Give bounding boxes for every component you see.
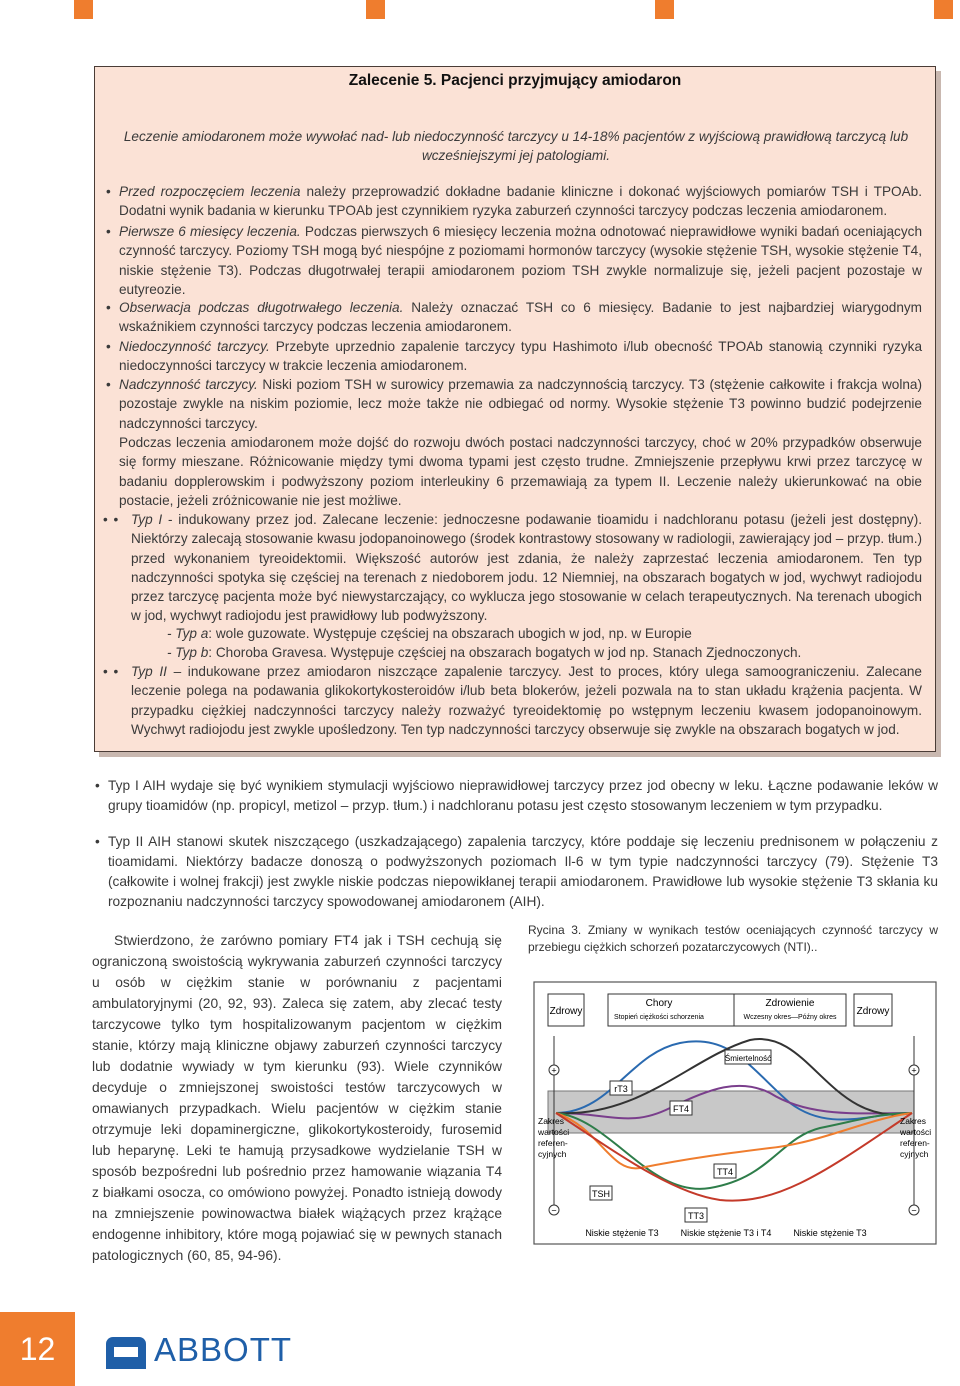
- label-recovery-sub: Wczesny okres—Późny okres: [743, 1014, 837, 1021]
- label-tt4: TT4: [716, 1167, 734, 1177]
- corner-square-top-left: [74, 0, 93, 19]
- header-box-ill: [608, 994, 750, 1026]
- body-paragraph: Stwierdzono, że zarówno pomiary FT4 jak i TSH cechują się ograniczoną swoistością wykrywania zaburzeń czynności tarczycy u osób w ciężkim stanie w porównaniu z pacjentami ambulatoryjnymi (20, 92, 93). Zaleca się zatem, aby zlecać testy tarczycowe tylko tym hospitalizowanym pacjentom w ciężkim stanie, którzy mają kliniczne objawy zaburzeń czynności tarczycy lub dodatnie wywiady w tym kierunku (93). Wiele czynników decyduje o zmniejszonej swoistości testów tarczycowych w omawianych przypadkach. Wielu pacjentów w ciężkim stanie otrzymuje leki dopaminergiczne, glikokortykosteroidy, furosemid lub heparynę. Leki te hamują przysadkowe wydzielanie TSH w sposób bezpośredni lub pośrednio przez hamowanie wiązania T4 z białkami osocza, co omówiono powyżej. Ponadto istnieją dowody na zmniejszenie powinowactwa białek wiążących przez krążące endogenne inhibitory, które mogą pojawiać się w pewnych stanach patologicznych (60, 85, 94-96).: [92, 933, 502, 1263]
- bullet-hyperthyroidism: • Nadczynność tarczycy. Niski poziom TSH w surowicy przemawia za nadczynnością tarczycy. T3 (stężenie całkowite i frakcja wolna) pozostaje zwykle na niskim poziomie, lecz może także nie odbiegać od normy. Wysokie stężenie T3 powinno budzić podejrzenie nadczynności tarczycy.: [119, 375, 922, 433]
- corner-square-top-mid-right: [655, 0, 674, 19]
- bullet-hypothyroidism: • Niedoczynność tarczycy. Przebyte uprzednio zapalenie tarczycy typu Hashimoto i/lub obecność TPOAb stanowią czynniki ryzyka niedoczynności tarczycy w trakcie leczenia amiodaronem.: [119, 337, 922, 376]
- logo-mark-base: [106, 1361, 146, 1369]
- label-recovery: Zdrowienie: [765, 998, 815, 1009]
- bullet-long-term: • Obserwacja podczas długotrwałego leczenia. Należy oznaczać TSH co 6 miesięcy. Badanie to jest najbardziej wiarygodnym wskaźnikiem czynności tarczycy podczas leczenia amiodaronem.: [119, 298, 922, 337]
- bullet-type-2: • • Typ II – indukowane przez amiodaron niszczące zapalenie tarczycy. Jest to proces, który ulega samoograniczeniu. Zalecane leczenie polega na podawania glikokortykosteroidów i/lub beta blokerów, jeżeli pozwala na to stan układu krążenia pacjenta. W przypadku ciężkiej nadczynności tarczycy należy rozważyć tyreoidektomię po wstępnym leczeniu kwasem jodopanoinowym. Wychwyt radiojodu jest zwykle upośledzony. Ten typ nadczynności tarczycy obserwuje się zwykle na obszarach bogatych w jod.: [131, 662, 922, 739]
- type-1b: - Typ b: Choroba Gravesa. Występuje częściej na obszarach bogatych w jod np. Stanach Zjednoczonych.: [167, 645, 802, 660]
- figure-ntI-chart: [530, 978, 940, 1248]
- label-ill-sub: Stopień ciężkości schorzenia: [614, 1014, 704, 1021]
- bullet-first-6-months: • Pierwsze 6 miesięcy leczenia. Podczas pierwszych 6 miesięcy leczenia można odnotować nieprawidłowe wyniki badań oceniających czynność tarczycy. Poziomy TSH mogą być niespójne z poziomami hormonów tarczycy (wysokie stężenie TSH, wysokie stężenie T4, niskie stężenie T3). Podczas długotrwałej terapii amiodaronem poziom TSH zwykle normalizuje się, jeżeli pacjent pozostaje w eutyreozie.: [119, 222, 922, 299]
- corner-square-top-right: [934, 0, 953, 19]
- label-low-t3-left: Niskie stężenie T3: [585, 1228, 659, 1238]
- corner-square-top-mid-left: [366, 0, 385, 19]
- minus-glyph-left: −: [551, 1205, 557, 1216]
- plus-glyph-right: +: [911, 1065, 917, 1076]
- label-healthy-left: Zdrowy: [549, 1006, 583, 1017]
- note-type-1-aih: • Typ I AIH wydaje się być wynikiem stymulacji wyjściowo nieprawidłowej tarczycy przez jod obecny w leku. Łączne podawanie leków w grupy tioamidów (np. propicyl, metizol – przyp. tłum.) i nadchloranu potasu jest często stosowanym leczeniem w tym przypadku.: [108, 776, 938, 816]
- bullet-type-1: • • Typ I - indukowany przez jod. Zalecane leczenie: jednoczesne podawanie tioamidu i nadchloranu potasu (jeżeli jest dostępny). Niektórzy zalecają stosowanie kwasu jodopanoinowego (środek kontrastowy stosowany w radiologii, zawierający jod – przyp. tłum.) przed wykonaniem tyreoidektomii. Większość autorów jest zdania, że należy zaprzestać leczenia amiodaronem. Ten typ nadczynności spotyka się częściej na terenach z niedoborem jodu. 12 Niemniej, na obszarach bogatych w jod, wychwyt radiojodu przez tarczycę pacjenta może być niewystarczający, co wyklucza jego stosowanie w celach terapeutycznych. Na terenach ubogich w jod, wychwyt radiojodu jest prawidłowy lub podwyższony.: [131, 510, 922, 626]
- figure-caption: Rycina 3. Zmiany w wynikach testów oceniających czynność tarczycy w przebiegu ciężkich schorzeń pozatarczycowych (NTI)..: [528, 923, 938, 954]
- page-number: 12: [0, 1312, 75, 1386]
- type-1a: - Typ a: wole guzowate. Występuje częściej na obszarach ubogich w jod, np. w Europie: [167, 626, 692, 641]
- box-intro: Leczenie amiodaronem może wywołać nad- lub niedoczynność tarczycy u 14-18% pacjentów z wyjściową prawidłową tarczycą lub wcześniejszymi jej patologiami.: [123, 129, 909, 164]
- label-ill: Chory: [645, 998, 673, 1009]
- label-rt3: rT3: [614, 1084, 628, 1094]
- logo-mark-inner: [114, 1347, 138, 1357]
- label-tt3: TT3: [687, 1211, 705, 1221]
- label-low-t3-t4: Niskie stężenie T3 i T4: [680, 1228, 772, 1238]
- label-reference-left: Zakres wartości referen-cyjnych: [538, 1116, 570, 1159]
- label-healthy-right: Zdrowy: [856, 1006, 890, 1017]
- box-paragraph: Podczas leczenia amiodaronem może dojść do rozwoju dwóch postaci nadczynności tarczycy, choć w 20% przypadków obserwuje się formy mieszane. Różnicowanie między tymi dwoma typami jest często trudne. Zmniejszenie przepływu krwi przez tarczycę w badaniu dopplerowskim i podwyższony poziom interleukiny 6 przemawiają za typem II. Leczenie należy ukierunkować na obie postacie, jeżeli zróżnicowanie nie jest możliwe.: [119, 435, 922, 508]
- label-reference-right: Zakres wartości referen-cyjnych: [900, 1116, 932, 1159]
- plus-glyph-left: +: [551, 1065, 557, 1076]
- label-low-t3-right: Niskie stężenie T3: [793, 1228, 867, 1238]
- note-type-2-aih: • Typ II AIH stanowi skutek niszczącego (uszkadzającego) zapalenia tarczycy, które poddaje się leczeniu prednisonem w połączeniu z tioamidami. Niektórzy badacze donoszą o podwyższonych poziomach Il-6 w tym typie nadczynności tarczycy (79). Stężenie T3 (całkowite i wolnej frakcji) jest zwykle niskie podczas niepowikłanej terapii amiodaronem. Prawidłowe lub wysokie stężenie T3 skłania ku rozpoznaniu nadczynności tarczycy spowodowanej amiodaronem (AIH).: [108, 832, 938, 912]
- minus-glyph-right: −: [911, 1205, 917, 1216]
- bullet-before-treatment: • Przed rozpoczęciem leczenia należy przeprowadzić dokładne badanie kliniczne i dokonać wyjściowych pomiarów TSH i TPOAb. Dodatni wynik badania w kierunku TPOAb jest czynnikiem ryzyka zaburzeń czynności tarczycy podczas leczenia amiodaronem.: [119, 182, 922, 221]
- logo-text: ABBOTT: [154, 1331, 293, 1368]
- label-ft4: FT4: [672, 1104, 690, 1114]
- label-mortality: Śmiertelność: [724, 1054, 772, 1063]
- box-title: Zalecenie 5. Pacjenci przyjmujący amiodaron: [348, 72, 682, 89]
- label-tsh: TSH: [592, 1189, 610, 1199]
